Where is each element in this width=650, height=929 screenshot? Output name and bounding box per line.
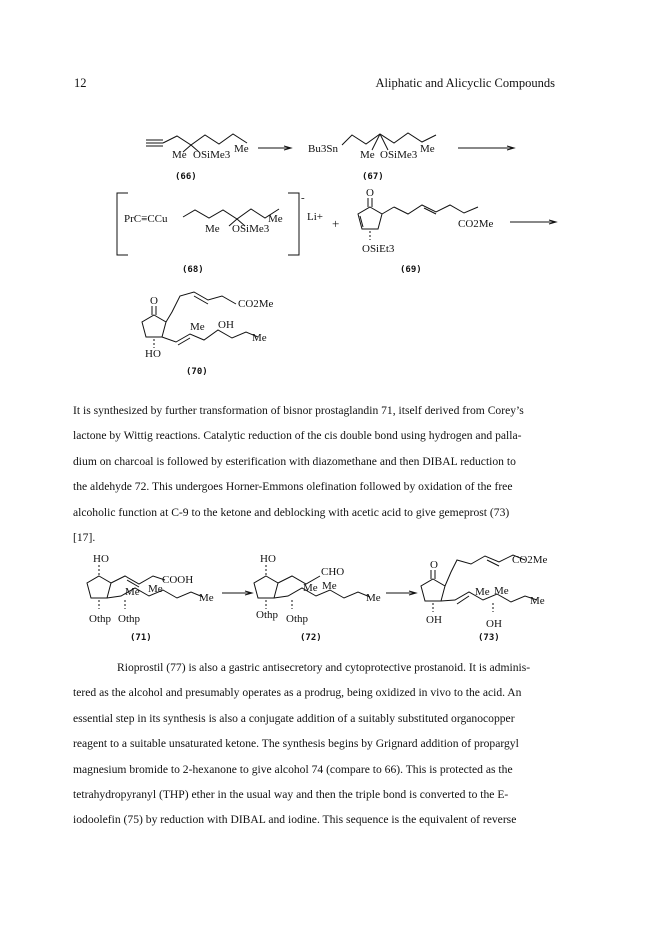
carboxylic-acid-group: COOH [162,574,194,586]
text-line: alcoholic function at C-9 to the ketone and deblocking with acetic acid to give gemeprost (73) [73,505,510,519]
paragraph-rioprostil [73,655,581,833]
hydroxyl-group: OH [426,614,442,626]
me-substituent: Me [172,149,187,161]
reaction-arrow [258,146,291,150]
ester-group: CO2Me [238,298,274,310]
compound-label-73: (73) [478,633,500,643]
me-substituent: Me [322,580,337,592]
compound-66 [146,134,249,182]
me-substituent: Me [148,583,163,595]
compound-label-72: (72) [300,633,322,643]
hydroxyl-group-ring: HO [260,553,276,565]
othp-group: Othp [89,613,111,625]
compound-71 [87,553,214,643]
me-substituent: Me [303,582,318,594]
lithium-counterion: Li+ [307,211,323,223]
me-terminal: Me [366,592,381,604]
me-terminal: Me [252,332,267,344]
text-line: iodoolefin (75) by reduction with DIBAL and iodine. This sequence is the equivalent of reverse [73,813,517,827]
anion-charge: - [301,192,305,204]
compound-label-71: (71) [130,633,152,643]
text-line: lactone by Wittig reactions. Catalytic reduction of the cis double bond using hydrogen and palla- [73,429,522,443]
osime3-group: OSiMe3 [380,149,418,161]
compound-label-70: (70) [186,367,208,377]
scheme-1 [0,110,650,400]
text-line: tered as the alcohol and presumably operates as a prodrug, being oxidized in vivo to the acid. An [73,686,522,700]
osime3-group: OSiMe3 [232,223,270,235]
plus-sign: + [332,216,340,231]
reaction-arrow [510,220,556,224]
hydroxyl-group-ring: HO [145,348,161,360]
hydroxyl-group: OH [486,618,502,630]
compound-label-68: (68) [182,265,204,275]
ketone-oxygen: O [430,559,438,571]
text-line: the aldehyde 72. This undergoes Horner-Emmons olefination followed by oxidation of the free [73,480,513,494]
compound-72 [254,553,381,643]
text-line: It is synthesized by further transformation of bisnor prostaglandin 71, itself derived from Corey’s [73,404,524,417]
me-substituent: Me [205,223,220,235]
me-substituent: Me [494,585,509,597]
hydroxyl-group-ring: HO [93,553,109,565]
compound-label-66: (66) [175,172,197,182]
ester-group: CO2Me [458,218,494,230]
ketone-oxygen: O [366,187,374,199]
running-title: Aliphatic and Alicyclic Compounds [375,76,555,90]
othp-group: Othp [256,609,278,621]
me-terminal: Me [268,213,283,225]
ester-group: CO2Me [512,554,548,566]
text-line: Rioprostil (77) is also a gastric antisecretory and cytoprotective prostanoid. It is adminis- [117,661,531,674]
compound-69 [358,187,494,275]
text-line: tetrahydropyranyl (THP) ether in the usual way and then the triple bond is converted to the E- [73,788,509,802]
me-substituent: Me [475,586,490,598]
text-line: reagent to a suitable unsaturated ketone. The synthesis begins by Grignard addition of propargyl [73,737,519,751]
compound-label-67: (67) [362,172,384,182]
me-substituent: Me [360,149,375,161]
me-terminal: Me [530,595,545,607]
me-terminal: Me [420,143,435,155]
reaction-arrow [386,591,416,595]
me-substituent: Me [190,321,205,333]
text-line: essential step in its synthesis is also a conjugate addition of a suitably substituted organocopper [73,711,515,725]
text-line: [17]. [73,531,96,545]
reaction-arrow [222,591,252,595]
page-number: 12 [74,76,87,90]
compound-70 [142,292,274,377]
reaction-arrow [458,146,514,150]
text-line: magnesium bromide to 2-hexanone to give alcohol 74 (compare to 66). This is protected as the [73,762,513,776]
text-line: dium on charcoal is followed by esterification with diazomethane and then DIBAL reduction to [73,454,516,468]
compound-68 [117,192,323,275]
aldehyde-group: CHO [321,566,345,578]
othp-group: Othp [118,613,140,625]
scheme-2 [0,545,650,650]
osiet3-group: OSiEt3 [362,243,395,255]
compound-73 [421,554,548,643]
hydroxyl-group: OH [218,319,234,331]
compound-label-69: (69) [400,265,422,275]
othp-group: Othp [286,613,308,625]
me-terminal: Me [234,143,249,155]
me-substituent: Me [125,586,140,598]
propynyl-copper: PrC≡CCu [124,213,168,225]
ketone-oxygen: O [150,295,158,307]
bu3sn-group: Bu3Sn [308,143,338,155]
paragraph-gemeprost-synthesis [73,398,581,550]
osime3-group: OSiMe3 [193,149,231,161]
me-terminal: Me [199,592,214,604]
compound-67 [308,133,436,182]
